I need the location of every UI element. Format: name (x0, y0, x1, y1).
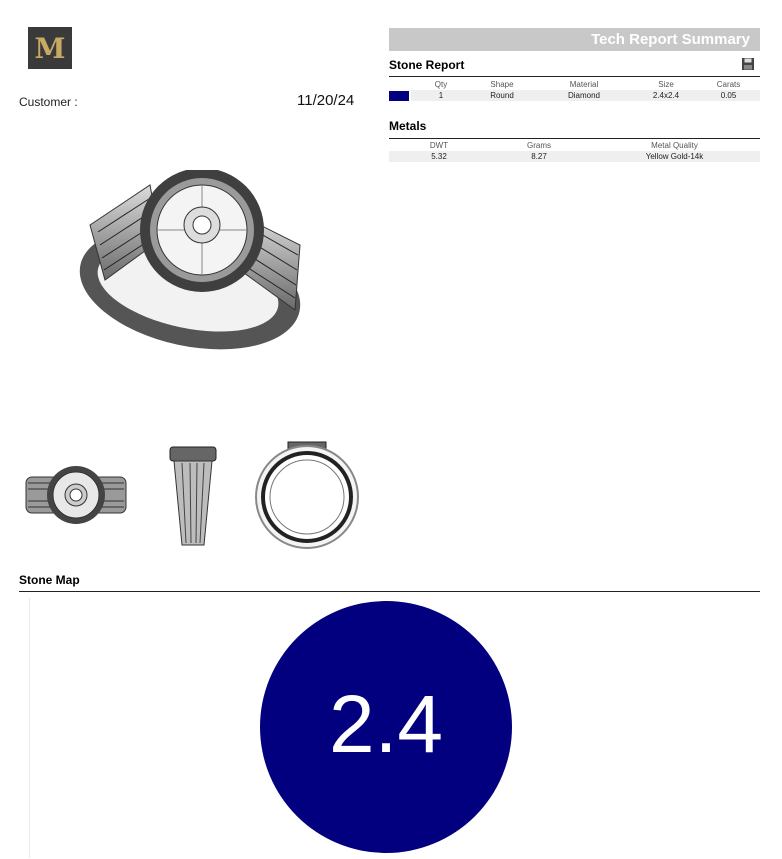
stone-report-title: Stone Report (389, 58, 465, 72)
stone-report-table (389, 79, 760, 101)
table-row (389, 151, 760, 162)
col-grams: Grams (527, 141, 551, 150)
cell-carats: 0.05 (697, 90, 760, 101)
cell-material: Diamond (533, 90, 635, 101)
cell-shape: Round (471, 90, 533, 101)
save-icon[interactable] (741, 57, 755, 71)
logo-letter: M (34, 31, 66, 65)
metals-table (389, 140, 760, 162)
customer-label: Customer : (19, 95, 78, 109)
col-metal-quality: Metal Quality (651, 141, 698, 150)
cell-grams: 8.27 (489, 151, 589, 162)
metals-title: Metals (389, 119, 427, 133)
stone-map-title: Stone Map (19, 573, 80, 587)
stone-map-divider (29, 598, 30, 858)
stone-map-rule (19, 591, 760, 592)
col-qty: Qty (434, 80, 448, 89)
stone-report-rule (389, 76, 760, 77)
col-size: Size (658, 80, 674, 89)
stone-report-header-row (389, 79, 760, 90)
company-logo (28, 27, 72, 69)
col-material: Material (569, 80, 599, 89)
table-row (389, 90, 760, 101)
cell-metal-quality: Yellow Gold-14k (589, 151, 760, 162)
stone-map-figure (260, 600, 520, 858)
ring-render-perspective (70, 170, 320, 360)
ring-render-profile (254, 440, 360, 550)
report-date: 11/20/24 (297, 92, 355, 109)
ring-render-side (168, 445, 218, 547)
col-dwt: DWT (429, 141, 449, 150)
cell-size: 2.4x2.4 (635, 90, 697, 101)
cell-qty: 1 (411, 90, 471, 101)
col-shape: Shape (490, 80, 514, 89)
metals-rule (389, 138, 760, 139)
metals-header-row (389, 140, 760, 151)
stone-size-label: 2.4 (329, 679, 443, 770)
cell-dwt: 5.32 (389, 151, 489, 162)
summary-title-bar (389, 28, 760, 51)
stone-color-swatch (389, 91, 409, 101)
ring-render-front (24, 465, 128, 525)
col-carats: Carats (716, 80, 741, 89)
summary-title: Tech Report Summary (591, 31, 750, 48)
